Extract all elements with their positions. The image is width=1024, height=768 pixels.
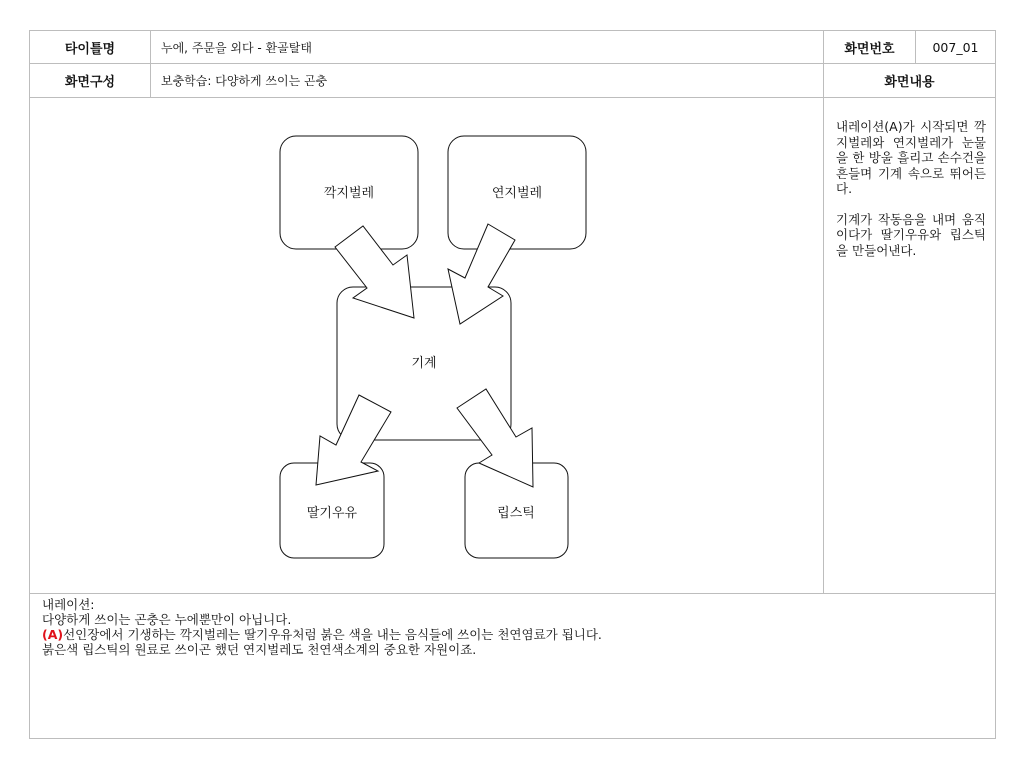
title-value: 누에, 주문을 외다 - 환골탈태 — [161, 40, 312, 55]
content-label: 화면내용 — [884, 75, 935, 90]
label-lipstick: 립스틱 — [497, 506, 535, 521]
narration-line2: 선인장에서 기생하는 깍지벌레는 딸기우유처럼 붉은 색을 내는 음식들에 쓰이는 천연염료가 됩니다. — [63, 627, 602, 642]
narration-line3: 붉은색 립스틱의 원료로 쓰이곤 했던 연지벌레도 천연색소계의 중요한 자원이죠. — [42, 642, 477, 657]
composition-value: 보충학습: 다양하게 쓰이는 곤충 — [161, 74, 328, 88]
label-lac-insect: 연지벌레 — [491, 186, 543, 201]
label-cochineal: 깍지벌레 — [323, 186, 375, 201]
title-label: 타이틀명 — [64, 41, 116, 57]
label-machine: 기계 — [411, 356, 437, 371]
screen-no-value: 007_01 — [932, 39, 979, 55]
composition-label: 화면구성 — [64, 75, 116, 90]
narration-line1: 다양하게 쓰이는 곤충은 누에뿐만이 아닙니다. — [42, 612, 292, 627]
narration-heading: 내레이션: — [42, 597, 95, 612]
label-strawberry-milk: 딸기우유 — [306, 506, 358, 521]
side-narration-para2: 기계가 작동음을 내며 움직이다가 딸기우유와 립스틱을 만들어낸다. — [836, 211, 986, 258]
side-narration-para1: 내레이션(A)가 시작되면 깍지벌레와 연지벌레가 눈물을 한 방울 흘리고 손수건을 흔들며 기계 속으로 뛰어든다. — [836, 119, 986, 196]
narration-tag-a: (A) — [42, 627, 64, 642]
screen-no-label: 화면번호 — [844, 41, 895, 57]
